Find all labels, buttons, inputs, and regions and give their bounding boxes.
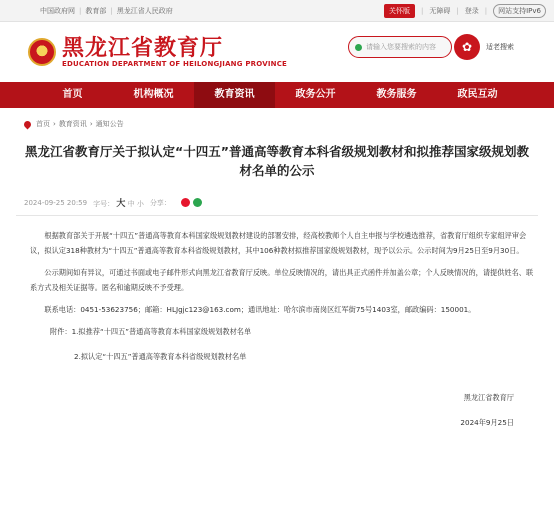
attachment-link-1[interactable]: 附件：1.拟推荐“十四五”普通高等教育本科国家级规划教材名单: [50, 327, 252, 336]
location-pin-icon: [23, 119, 33, 129]
search-input[interactable]: [348, 36, 452, 58]
site-name-cn: 黑龙江省教育厅: [62, 35, 224, 61]
national-emblem-icon: ★: [28, 38, 56, 66]
font-size-medium[interactable]: 中: [127, 200, 135, 208]
accessibility-wheel-icon[interactable]: ✿: [454, 34, 480, 60]
site-header: [0, 22, 554, 82]
site-name-en: EDUCATION DEPARTMENT OF HEILONGJIANG PROVINCE: [62, 60, 288, 68]
link-gov[interactable]: 中国政府网: [40, 6, 75, 15]
nav-item-open-gov[interactable]: 政务公开: [295, 89, 336, 100]
main-nav: [0, 82, 554, 108]
signer-name: 黑龙江省教育厅: [463, 393, 514, 402]
nav-item-home[interactable]: 首页: [62, 89, 83, 100]
sign-date: 2024年9月25日: [460, 418, 514, 427]
attachment-link-2[interactable]: 2.拟认定“十四五”普通高等教育本科省级规划教材名单: [74, 352, 247, 361]
accessibility-link[interactable]: 无障碍: [429, 6, 451, 15]
article-date: 2024-09-25 20:59: [24, 198, 88, 207]
breadcrumb-news[interactable]: 教育资讯: [58, 120, 87, 128]
wechat-share-icon[interactable]: [193, 198, 202, 207]
article-meta: [0, 180, 554, 209]
nav-item-news[interactable]: 教育资讯: [194, 82, 275, 108]
article-contact: 联系电话：0451-53623756；邮箱：HLJgjc123@163.com；通讯地址：哈尔滨市南岗区红军街75号1403室，邮政编码：150001。: [44, 305, 476, 314]
top-right-tools: 关怀版 | 无障碍 | 登录 | 网站支持IPv6: [384, 4, 546, 18]
login-link[interactable]: 登录: [464, 6, 479, 15]
site-brand[interactable]: [62, 36, 287, 68]
care-mode-button[interactable]: 关怀版: [384, 4, 415, 18]
link-province[interactable]: 黑龙江省人民政府: [116, 6, 173, 15]
breadcrumb-home[interactable]: 首页: [36, 120, 50, 128]
nav-item-about[interactable]: 机构概况: [133, 89, 174, 100]
article-title: 黑龙江省教育厅关于拟认定“十四五”普通高等教育本科省级规划教材和拟推荐国家级规划教材名单的公示: [25, 144, 529, 178]
font-size-large[interactable]: 大: [116, 199, 126, 209]
font-size-control: 字号： 大 中 小: [93, 199, 144, 209]
article-signature: [0, 390, 554, 430]
share-icons: [181, 198, 202, 207]
nav-item-interaction[interactable]: 政民互动: [457, 89, 498, 100]
search-icon: [355, 44, 362, 51]
top-links: 中国政府网 | 教育部 | 黑龙江省人民政府: [40, 6, 173, 15]
article-body: [0, 216, 554, 364]
ipv6-badge: 网站支持IPv6: [493, 4, 546, 18]
breadcrumb-notices[interactable]: 通知公告: [95, 120, 124, 128]
top-utility-bar: [0, 0, 554, 22]
article-paragraph-2: 公示期间如有异议，可通过书面或电子邮件形式向黑龙江省教育厅反映。单位反映情况的，请出具正式函件并加盖公章；个人反映情况的，请提供姓名、联系方式及相关证据等。匿名和逾期反映不予受理。: [30, 268, 534, 292]
share-label: 分享：: [149, 198, 171, 207]
article-paragraph-1: 根据教育部关于开展“十四五”普通高等教育本科国家级规划教材建设的部署安排，经高校教师个人自主申报与学校遴选推荐，省教育厅组织专家组评审会议，拟认定318种教材为“十四五”普通高等教育本科省级规划教材，其中106种教材拟推荐国家级规划教材，现予以公示。公示时间为9月25日至9月30日。: [30, 231, 527, 255]
font-size-small[interactable]: 小: [136, 200, 144, 208]
nav-item-services[interactable]: 教务服务: [376, 89, 417, 100]
breadcrumb: 首页 › 教育资讯 › 通知公告: [0, 114, 554, 134]
weibo-share-icon[interactable]: [181, 198, 190, 207]
link-moe[interactable]: 教育部: [85, 6, 107, 15]
search-placeholder: 请输入您要搜索的内容: [366, 43, 436, 51]
elder-search-link[interactable]: 适老搜索: [486, 43, 514, 51]
